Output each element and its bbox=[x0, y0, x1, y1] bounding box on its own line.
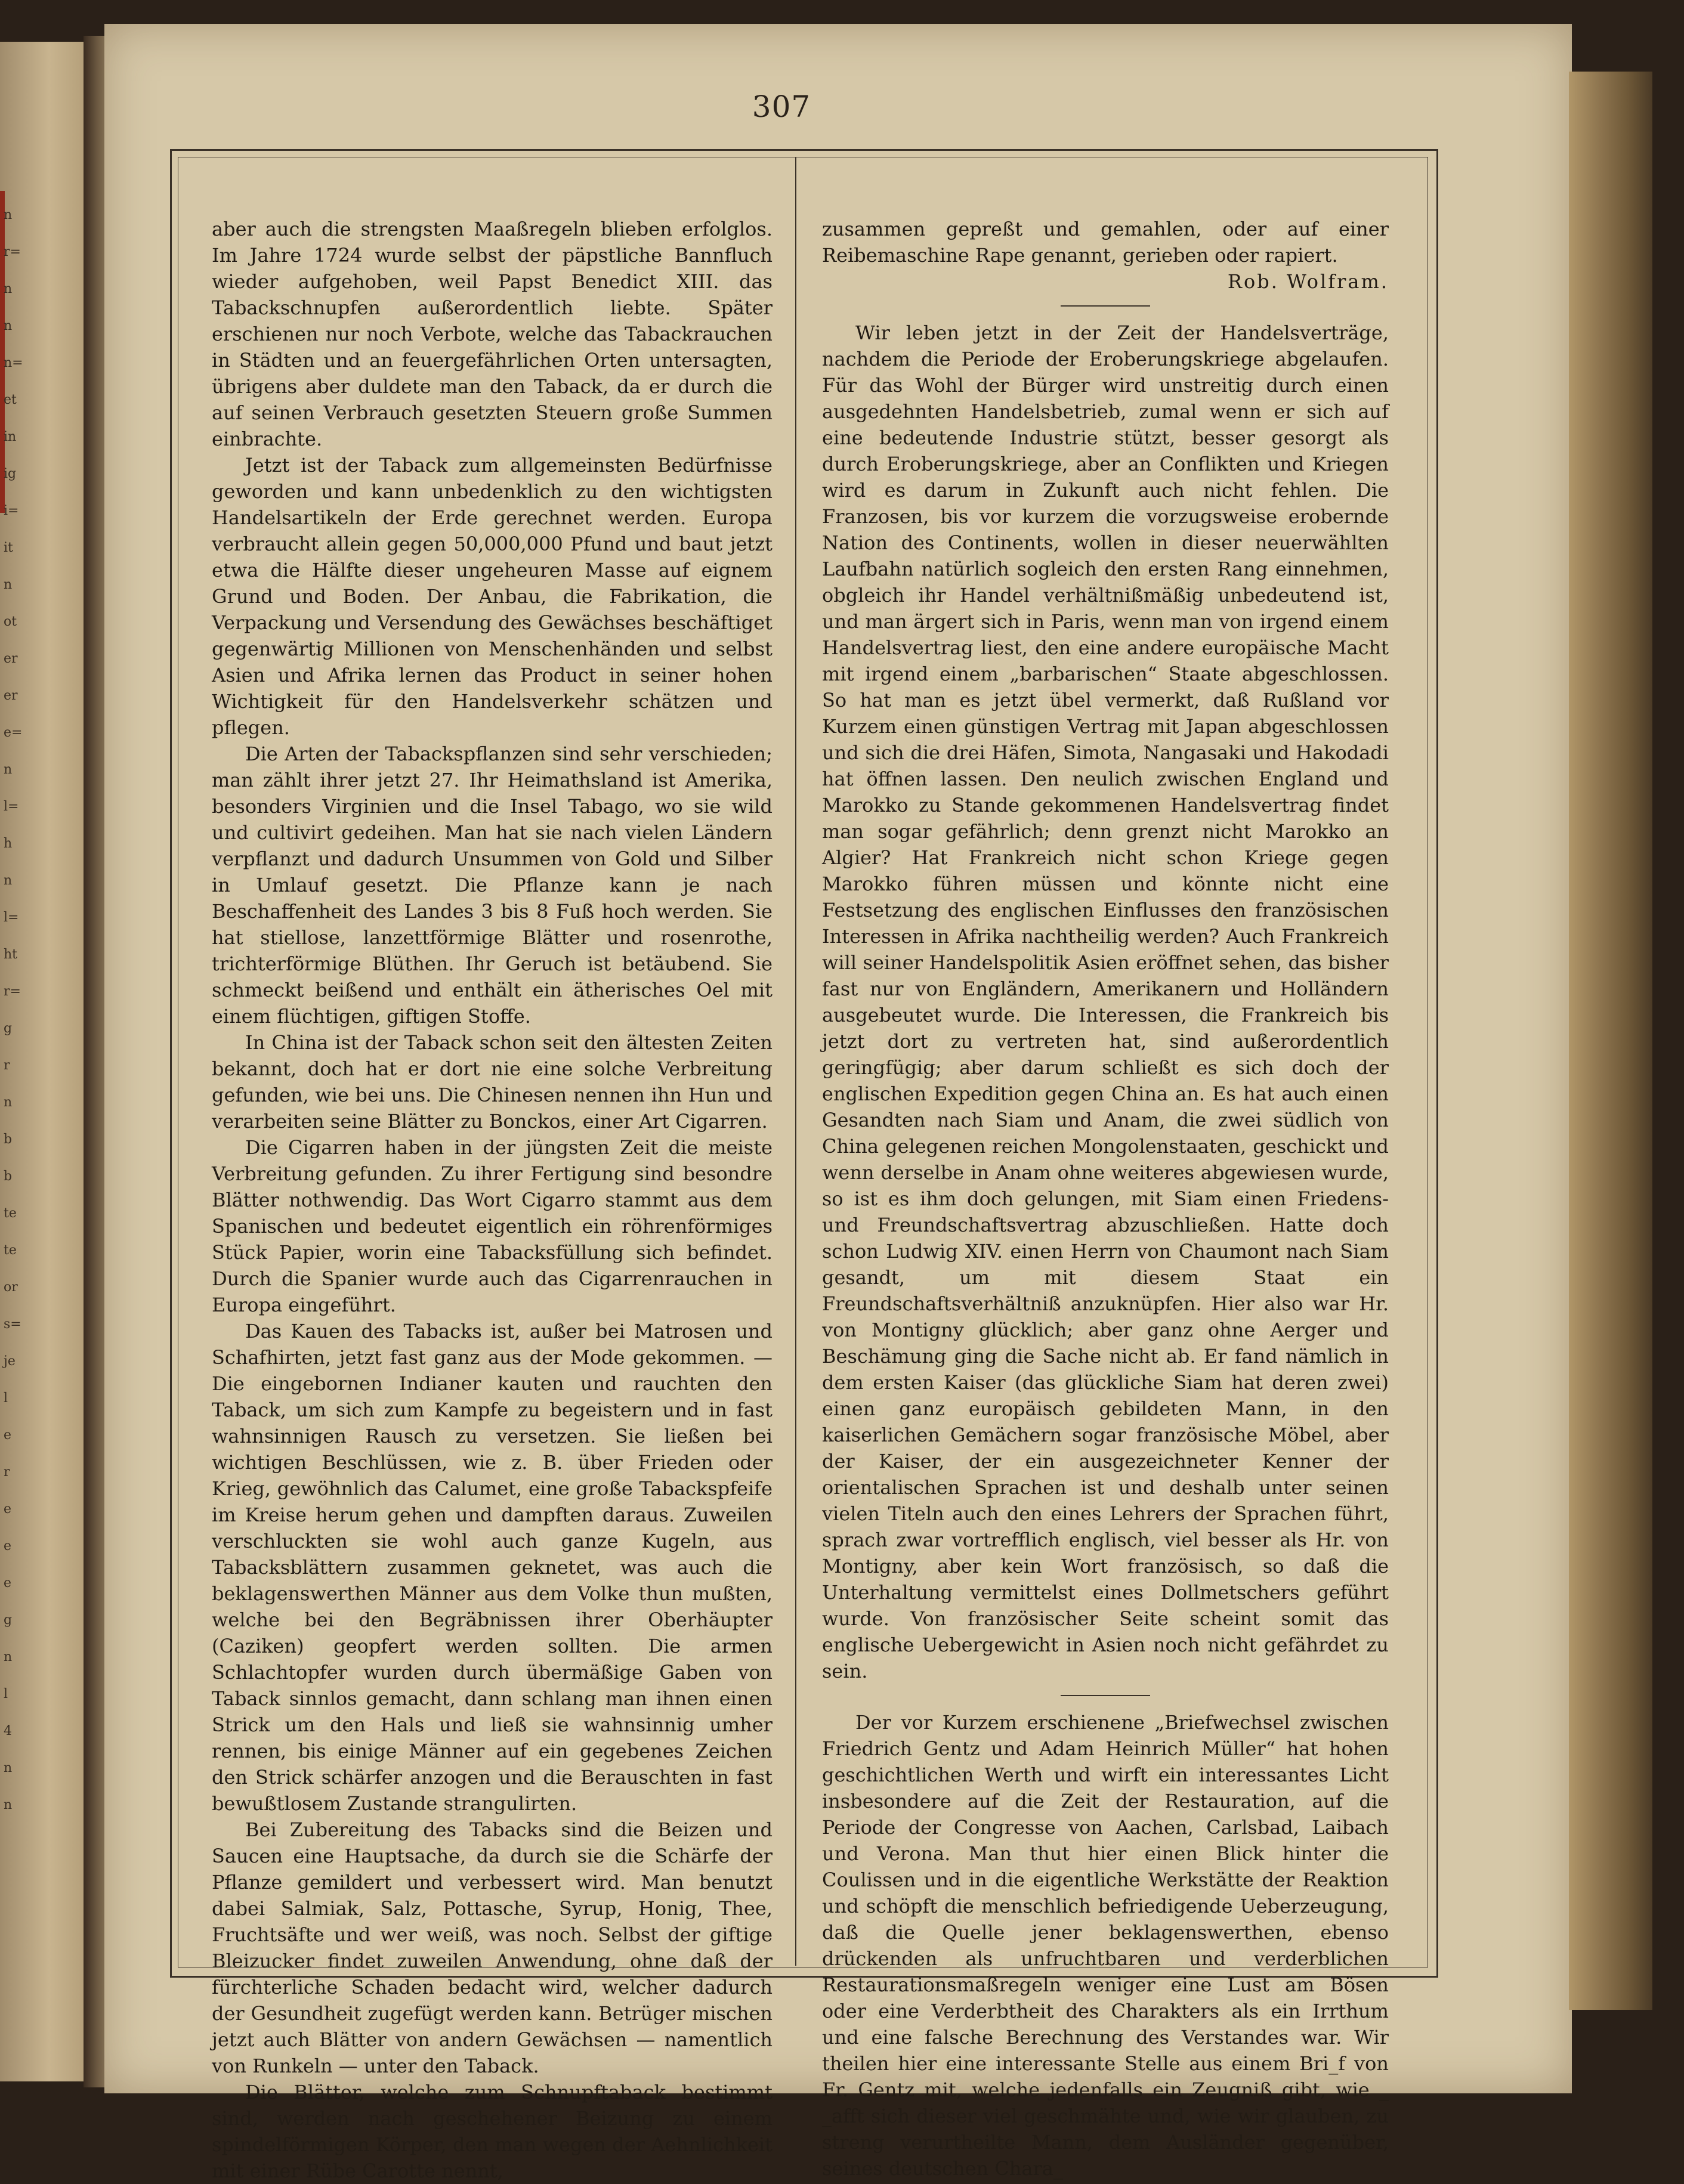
facing-page-text-fragment: e bbox=[4, 1502, 12, 1517]
facing-page-text-fragment: et bbox=[4, 392, 17, 407]
paragraph: Jetzt ist der Taback zum allgemeinsten Bedürfnisse geworden und kann unbedenklich zu den wichtigsten Handelsartikeln der Erde gerechnet werden. Europa verbraucht allein gegen 50,000,000 Pfund und baut jetzt etwa die Hälfte dieser ungeheuren Masse auf eignem Grund und Boden. Der Anbau, die Fabrikation, die Verpackung und Versendung des Gewächses beschäftiget gegenwärtig Millionen von Menschenhänden und selbst Asien und Afrika lernen das Product in seiner hohen Wichtigkeit für den Handelsverkehr schätzen und pflegen. bbox=[212, 454, 773, 739]
facing-page-text-fragment: l bbox=[4, 1687, 8, 1702]
facing-page-text-fragment: l= bbox=[4, 799, 19, 814]
facing-page-text-fragment: n bbox=[4, 1095, 13, 1110]
facing-page-text-fragment: r bbox=[4, 1058, 10, 1073]
facing-page-text-fragment: g bbox=[4, 1021, 13, 1036]
author-signature: Rob. Wolfram. bbox=[1227, 270, 1389, 293]
page-number: 307 bbox=[752, 89, 811, 124]
facing-page-text-fragment: n bbox=[4, 1798, 13, 1812]
article-paragraph: Wir leben jetzt in der Zeit der Handelsverträge, nachdem die Periode der Eroberungskriege abgelaufen. Für das Wohl der Bürger wird unstreitig durch einen ausgedehnten Handelsbetrieb, zumal wenn er sich auf eine bedeutende Industrie stützt, besser gesorgt als durch Eroberungskriege, aber an Conflikten und Kriegen wird es darum in Zukunft auch nicht fehlen. Die Franzosen, bis vor kurzem die vorzugsweise erobernde Nation des Continents, wollen in dieser neuerwählten Laufbahn natürlich sogleich den ersten Rang einnehmen, obgleich ihr Handel verhältnißmäßig unbedeutend ist, und man ärgert sich in Paris, wenn man von irgend einem Handelsvertrag liest, den eine andere europäische Macht mit irgend einem „barbarischen“ Staate abgeschlossen. So hat man es jetzt übel vermerkt, daß Rußland vor Kurzem einen günstigen Vertrag mit Japan abgeschlossen und sich die drei Häfen, Simota, Nangasaki und Hakodadi hat öffnen lassen. Den neulich zwischen England und Marokko zu Stande gekommenen Handelsvertrag findet man sogar gefährlich; denn grenzt nicht Marokko an Algier? Hat Frankreich nicht schon Kriege gegen Marokko führen müssen und könnte nicht eine Festsetzung des englischen Einflusses den französischen Interessen in Afrika nachtheilig werden? Auch Frankreich will seiner Handelspolitik Asien eröffnet sehen, das bisher fast nur von Engländern, Amerikanern und Holländern ausgebeutet wurde. Die Interessen, die Frankreich bis jetzt dort zu vertreten hat, sind außerordentlich geringfügig; aber darum schließt es sich doch der englischen Expedition gegen China an. Es hat auch einen Gesandten nach Siam und Anam, die zwei südlich von China gelegenen reichen Mongolenstaaten, geschickt und wenn derselbe in Anam ohne weiteres abgewiesen wurde, so ist es ihm doch gelungen, mit Siam einen Friedens- und Freundschaftsvertrag abzuschließen. Hatte doch schon Ludwig XIV. einen Herrn von Chaumont nach Siam gesandt, um mit diesem Staat ein Freundschaftsverhältniß anzuknüpfen. Hier also war Hr. von Montigny glücklich; aber ganz ohne Aerger und Beschämung ging die Sache nicht ab. Er fand nämlich in dem ersten Kaiser (das glückliche Siam hat deren zwei) einen ganz europäisch gebildeten Mann, in den kaiserlichen Gemächern sogar französische Möbel, aber der Kaiser, der ein ausgezeichneter Kenner der orientalischen Sprachen ist und deshalb unter seinen vielen Titeln auch den eines Lehrers der Sprachen führt, sprach zwar vortrefflich englisch, viel besser als Hr. von Montigny, aber kein Wort französisch, so daß die Unterhaltung vermittelst eines Dollmetschers geführt wurde. Von französischer Seite scheint somit das englische Uebergewicht in Asien noch nicht gefährdet zu sein. bbox=[822, 321, 1389, 1682]
facing-page-text-fragment: n bbox=[4, 281, 13, 296]
facing-page-text-fragment: e= bbox=[4, 725, 23, 740]
facing-page-text-fragment: h bbox=[4, 836, 13, 851]
facing-page-text-fragment: b bbox=[4, 1132, 13, 1147]
facing-page-text-fragment: ig bbox=[4, 466, 17, 481]
continuation-paragraph: zusammen gepreßt und gemahlen, oder auf einer Reibemaschine Rape genannt, gerieben oder rapiert. bbox=[822, 218, 1389, 267]
facing-page-text-fragment: n bbox=[4, 318, 13, 333]
paragraph: Die Cigarren haben in der jüngsten Zeit die meiste Verbreitung gefunden. Zu ihrer Fertigung sind besondre Blätter nothwendig. Das Wort Cigarro stammt aus dem Spanischen und bedeutet eigentlich ein röhrenförmiges Stück Papier, worin eine Tabacksfüllung sich befindet. Durch die Spanier wurde auch das Cigarrenrauchen in Europa eingeführt. bbox=[212, 1136, 773, 1316]
facing-page-text-fragment: or bbox=[4, 1280, 18, 1295]
facing-page-text-fragment: e bbox=[4, 1539, 12, 1554]
article-paragraph: Der vor Kurzem erschienene „Briefwechsel zwischen Friedrich Gentz und Adam Heinrich Müller“ hat hohen geschichtlichen Werth und wirft ein interessantes Licht insbesondere auf die Zeit der Restauration, auf die Periode der Congresse von Aachen, Carlsbad, Laibach und Verona. Man thut hier einen Blick hinter die Coulissen und in die eigentliche Werkstätte der Reaktion und schöpft die menschlich befriedigende Ueberzeugung, daß die Quelle jener beklagenswerthen, ebenso drückenden als unfruchtbaren und verderblichen Restaurationsmaßregeln weniger eine Lust am Bösen oder eine Verderbtheit des Charakters als ein Irrthum und eine falsche Berechnung des Verstandes war. Wir theilen hier eine interessante Stelle aus einem Bri_f von Fr. Gentz mit, welche jedenfalls ein Zeugniß gibt, wie _ _afft sich dieser viel geschmähte und, wie wir glauben, zu streng verurtheilte Mann, dem Ausländer gegenüber, seines deutschen Chara_ bbox=[822, 1711, 1389, 2180]
facing-page-text-fragment: je bbox=[4, 1354, 16, 1369]
facing-page-text-fragment: r= bbox=[4, 245, 21, 259]
right-column bbox=[822, 216, 1389, 2182]
paragraph: aber auch die strengsten Maaßregeln blieben erfolglos. Im Jahre 1724 wurde selbst der päpstliche Bannfluch wieder aufgehoben, weil Papst Benedict XIII. das Tabackschnupfen außerordentlich liebte. Später erschienen nur noch Verbote, welche das Tabackrauchen in Städten und an feuergefährlichen Orten untersagten, übrigens aber duldete man den Taback, da er durch die auf seinen Verbrauch gesetzten Steuern große Summen einbrachte. bbox=[212, 218, 773, 450]
facing-page-text-fragment: it bbox=[4, 540, 13, 555]
facing-page-text-fragment: r bbox=[4, 1465, 10, 1480]
facing-page-text-fragment: e bbox=[4, 1428, 12, 1443]
paragraph: In China ist der Taback schon seit den ältesten Zeiten bekannt, doch hat er dort nie eine solche Verbreitung gefunden, wie bei uns. Die Chinesen nennen ihn Hun und verarbeiten seine Blätter zu Bonckos, einer Art Cigarren. bbox=[212, 1031, 773, 1133]
page-edges bbox=[1569, 72, 1652, 2010]
facing-page-text-fragment: ht bbox=[4, 947, 18, 962]
paragraph: Das Kauen des Tabacks ist, außer bei Matrosen und Schafhirten, jetzt fast ganz aus der Mode gekommen. — Die eingebornen Indianer kauten und rauchten den Taback, um sich zum Kampfe zu begeistern und in fast wahnsinnigen Rausch zu versetzen. Sie ließen bei wichtigen Beschlüssen, wie z. B. über Frieden oder Krieg, gewöhnlich das Calumet, eine große Tabackspfeife im Kreise herum gehen und dampften daraus. Zuweilen verschluckten sie wohl auch ganze Kugeln, aus Tabacksblättern zusammen geknetet, was auch die beklagenswerthen Männer aus dem Volke thun mußten, welche bei den Begräbnissen ihrer Oberhäupter (Caziken) geopfert werden sollten. Die armen Schlachtopfer wurden durch übermäßige Gaben von Taback sinnlos gemacht, dann schlang man ihnen einen Strick um den Hals und ließ sie wahnsinnig umher rennen, bis einige Männer auf ein gegebenes Zeichen den Strick schärfer anzogen und die Berauschten in fast bewußtlosem Zustande strangulirten. bbox=[212, 1320, 773, 1815]
column-divider bbox=[795, 157, 796, 1966]
facing-page-text-fragment: er bbox=[4, 688, 18, 703]
facing-page-fragment bbox=[0, 42, 89, 2081]
facing-page-text-fragment: b bbox=[4, 1169, 13, 1184]
facing-page-text-fragment: n bbox=[4, 1650, 13, 1665]
facing-page-text-fragment: er bbox=[4, 651, 18, 666]
facing-page-text-fragment: 4 bbox=[4, 1724, 12, 1738]
facing-page-text-fragment: i= bbox=[4, 503, 19, 518]
facing-page-text-fragment: l= bbox=[4, 910, 19, 925]
facing-page-text-fragment: l bbox=[4, 1391, 8, 1406]
facing-page-text-fragment: n bbox=[4, 1761, 13, 1775]
facing-page-text-fragment: ot bbox=[4, 614, 17, 629]
section-separator bbox=[1061, 1695, 1150, 1696]
left-column bbox=[212, 216, 773, 2184]
facing-page-text-fragment: n bbox=[4, 762, 13, 777]
paragraph: Die Arten der Tabackspflanzen sind sehr verschieden; man zählt ihrer jetzt 27. Ihr Heimathsland ist Amerika, besonders Virginien und die Insel Tabago, wo sie wild und cultivirt gedeihen. Man hat sie nach vielen Ländern verpflanzt und dadurch Unsummen von Gold und Silber in Umlauf gesetzt. Die Pflanze kann je nach Beschaffenheit des Landes 3 bis 8 Fuß hoch werden. Sie hat stiellose, lanzettförmige Blätter und rosenrothe, trichterförmige Blüthen. Ihr Geruch ist betäubend. Sie schmeckt beißend und enthält ein ätherisches Oel mit einem flüchtigen, giftigen Stoffe. bbox=[212, 743, 773, 1028]
facing-page-text-fragment: e bbox=[4, 1576, 12, 1591]
facing-page-text-fragment: te bbox=[4, 1243, 17, 1258]
facing-page-text-fragment: s= bbox=[4, 1317, 21, 1332]
paragraph: Bei Zubereitung des Tabacks sind die Beizen und Saucen eine Hauptsache, da durch sie die Schärfe der Pflanze gemildert und verbessert wird. Man benutzt dabei Salmiak, Salz, Pottasche, Syrup, Honig, Thee, Fruchtsäfte und wer weiß, was noch. Selbst der giftige Bleizucker findet zuweilen Anwendung, ohne daß der fürchterliche Schaden bedacht wird, welcher dadurch der Gesundheit zugefügt werden kann. Betrüger mischen jetzt auch Blätter von andern Gewächsen — namentlich von Runkeln — unter den Taback. bbox=[212, 1818, 773, 2077]
section-separator bbox=[1061, 305, 1150, 307]
facing-page-text-fragment: n bbox=[4, 208, 13, 222]
facing-page-text-fragment: te bbox=[4, 1206, 17, 1221]
facing-page-red-edge bbox=[0, 191, 5, 513]
facing-page-text-fragment: g bbox=[4, 1613, 13, 1628]
facing-page-text-fragment: n= bbox=[4, 355, 23, 370]
facing-page-text-fragment: n bbox=[4, 577, 13, 592]
facing-page-text-fragment: n bbox=[4, 873, 13, 888]
facing-page-text-fragment: r= bbox=[4, 984, 21, 999]
facing-page-text-fragment: in bbox=[4, 429, 17, 444]
paragraph: Die Blätter, welche zum Schnupftaback bestimmt sind, werden nach geschehener Beizung zu einem spindelförmigen Körper, den man wegen der Aehnlichkeit mit einer Rübe Carotte nennt, bbox=[212, 2081, 773, 2182]
